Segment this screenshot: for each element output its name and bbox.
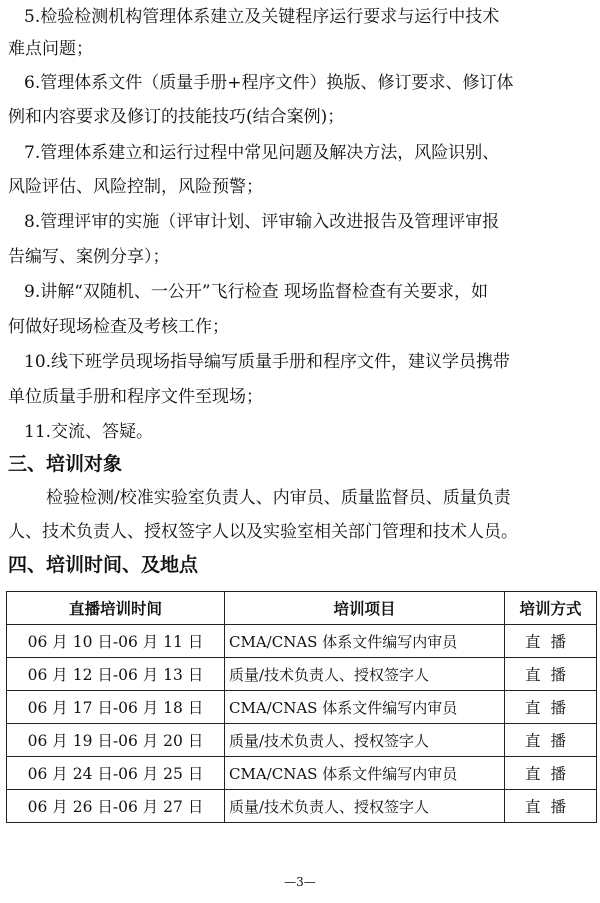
table-row	[7, 757, 597, 790]
table-row	[7, 625, 597, 658]
header-mode: 培训方式	[505, 592, 597, 625]
item-7-line-1: 7.管理体系建立和运行过程中常见问题及解决方法，风险识别、	[24, 143, 500, 163]
cell-mode: 直播	[505, 691, 597, 724]
item-7-line-2: 风险评估、风险控制，风险预警；	[8, 177, 263, 197]
cell-mode: 直播	[505, 790, 597, 823]
table-row	[7, 724, 597, 757]
item-5-line-1: 5.检验检测机构管理体系建立及关键程序运行要求与运行中技术	[24, 7, 500, 27]
table-row	[7, 691, 597, 724]
cell-time: 06 月 12 日-06 月 13 日	[7, 658, 225, 691]
cell-mode: 直播	[505, 658, 597, 691]
cell-mode: 直播	[505, 724, 597, 757]
section-4-heading: 四、培训时间、及地点	[8, 554, 199, 576]
item-8-line-2: 告编写、案例分享）；	[8, 247, 170, 267]
cell-item: 质量/技术负责人、授权签字人	[225, 658, 505, 691]
table-row	[7, 790, 597, 823]
cell-time: 06 月 26 日-06 月 27 日	[7, 790, 225, 823]
header-item: 培训项目	[225, 592, 505, 625]
item-9-line-1: 9.讲解“双随机、一公开”飞行检查 现场监督检查有关要求，如	[24, 282, 489, 302]
cell-mode: 直播	[505, 625, 597, 658]
cell-time: 06 月 10 日-06 月 11 日	[7, 625, 225, 658]
item-6-line-1: 6.管理体系文件（质量手册+程序文件）换版、修订要求、修订体	[24, 73, 514, 93]
item-10-line-1: 10.线下班学员现场指导编写质量手册和程序文件，建议学员携带	[24, 352, 511, 372]
cell-item: CMA/CNAS 体系文件编写内审员	[225, 691, 505, 724]
page-number: —3—	[284, 875, 316, 889]
item-10-line-2: 单位质量手册和程序文件至现场；	[8, 387, 263, 407]
cell-item: CMA/CNAS 体系文件编写内审员	[225, 757, 505, 790]
section-3-line-2: 人、技术负责人、授权签字人以及实验室相关部门管理和技术人员。	[8, 522, 518, 542]
table-row	[7, 658, 597, 691]
cell-item: 质量/技术负责人、授权签字人	[225, 724, 505, 757]
item-5-line-2: 难点问题；	[8, 39, 93, 59]
cell-time: 06 月 24 日-06 月 25 日	[7, 757, 225, 790]
header-time: 直播培训时间	[7, 592, 225, 625]
item-6-line-2: 例和内容要求及修订的技能技巧(结合案例)；	[8, 107, 345, 127]
item-9-line-2: 何做好现场检查及考核工作；	[8, 317, 229, 337]
cell-time: 06 月 17 日-06 月 18 日	[7, 691, 225, 724]
cell-mode: 直播	[505, 757, 597, 790]
cell-time: 06 月 19 日-06 月 20 日	[7, 724, 225, 757]
table-header-row	[7, 592, 597, 625]
section-3-heading: 三、培训对象	[8, 453, 123, 475]
cell-item: CMA/CNAS 体系文件编写内审员	[225, 625, 505, 658]
item-8-line-1: 8.管理评审的实施（评审计划、评审输入改进报告及管理评审报	[24, 212, 500, 232]
cell-item: 质量/技术负责人、授权签字人	[225, 790, 505, 823]
item-11-line-1: 11.交流、答疑。	[24, 422, 154, 442]
section-3-line-1: 检验检测/校准实验室负责人、内审员、质量监督员、质量负责	[46, 488, 511, 508]
schedule-table	[6, 591, 597, 823]
